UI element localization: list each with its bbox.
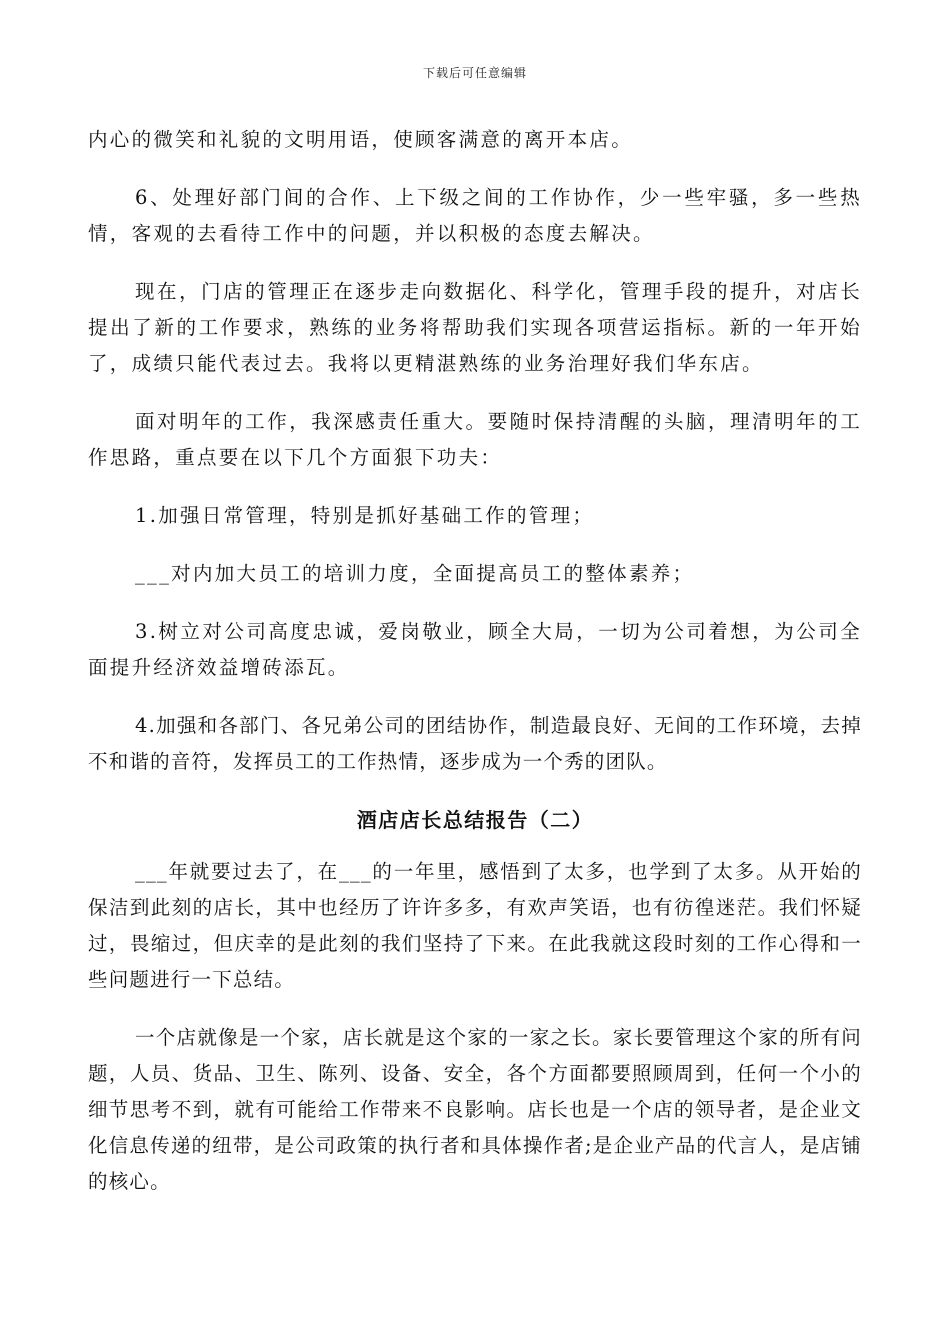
paragraph-year-review: ___年就要过去了，在___的一年里，感悟到了太多，也学到了太多。从开始的保洁到此刻的店长，其中也经历了许许多多，有欢声笑语，也有彷徨迷茫。我们怀疑过，畏缩过，但庆幸的是此刻的我们坚持了下来。在此我就这段时刻的工作心得和一些问题进行一下总结。 <box>88 860 862 991</box>
list-item-2: ___对内加大员工的培训力度，全面提高员工的整体素养； <box>135 562 695 585</box>
list-item-1: 1.加强日常管理，特别是抓好基础工作的管理； <box>135 504 595 527</box>
paragraph-item-6: 6、处理好部门间的合作、上下级之间的工作协作，少一些牢骚，多一些热情，客观的去看待工作中的问题，并以积极的态度去解决。 <box>88 186 862 245</box>
document-body <box>88 122 862 1222</box>
page-header: 下载后可任意编辑 <box>422 66 527 80</box>
list-item-4: 4.加强和各部门、各兄弟公司的团结协作，制造最良好、无间的工作环境，去掉不和谐的音符，发挥员工的工作热情，逐步成为一个秀的团队。 <box>88 714 862 773</box>
paragraph-store-as-family: 一个店就像是一个家，店长就是这个家的一家之长。家长要管理这个家的所有问题，人员、货品、卫生、陈列、设备、安全，各个方面都要照顾周到，任何一个小的细节思考不到，就有可能给工作带来不良影响。店长也是一个店的领导者，是企业文化信息传递的纽带，是公司政策的执行者和具体操作者;是企业产品的代言人，是店铺的核心。 <box>88 1026 862 1193</box>
list-item-3: 3.树立对公司高度忠诚，爱岗敬业，顾全大局，一切为公司着想，为公司全面提升经济效益增砖添瓦。 <box>88 620 862 679</box>
paragraph-continued: 内心的微笑和礼貌的文明用语，使顾客满意的离开本店。 <box>88 128 634 151</box>
paragraph-management-status: 现在，门店的管理正在逐步走向数据化、科学化，管理手段的提升，对店长提出了新的工作要求，熟练的业务将帮助我们实现各项营运指标。新的一年开始了，成绩只能代表过去。我将以更精湛熟练的业务治理好我们华东店。 <box>88 280 862 375</box>
section-title: 酒店店长总结报告（二） <box>356 808 594 832</box>
paragraph-next-year-plan: 面对明年的工作，我深感责任重大。要随时保持清醒的头脑，理清明年的工作思路，重点要在以下几个方面狠下功夫： <box>88 410 862 469</box>
